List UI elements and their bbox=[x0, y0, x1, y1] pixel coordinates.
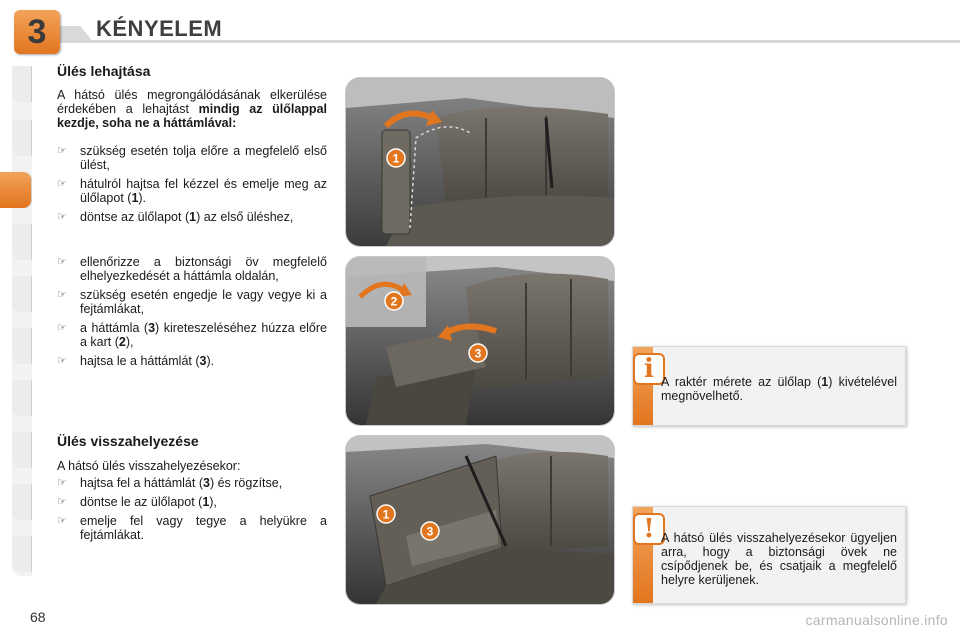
pointing-hand-icon: ☞ bbox=[57, 496, 67, 508]
list-item-text: hajtsa le a háttámlát ( bbox=[80, 354, 200, 368]
callout-number: 1 bbox=[189, 210, 197, 224]
chapter-tab-5[interactable] bbox=[12, 276, 32, 312]
list-item bbox=[57, 210, 327, 224]
refitting-intro: A hátsó ülés visszahelyezésekor: bbox=[57, 459, 241, 473]
folding-intro bbox=[57, 88, 327, 130]
info-icon: i bbox=[635, 355, 663, 383]
warning-note-text: A hátsó ülés visszahelyezésekor ügyeljen arra, hogy a biztonsági övek ne csípődjenek be, és csatjaik a megfelelő helyre kerüljenek. bbox=[661, 531, 897, 587]
page-number: 68 bbox=[30, 609, 46, 625]
page-title: KÉNYELEM bbox=[96, 16, 223, 41]
callout-number: 3 bbox=[199, 354, 207, 368]
pointing-hand-icon: ☞ bbox=[57, 477, 67, 489]
chapter-tabs bbox=[0, 66, 32, 576]
pointing-hand-icon: ☞ bbox=[57, 178, 67, 190]
callout-label: 3 bbox=[426, 524, 434, 539]
list-item-text: a háttámla ( bbox=[80, 321, 149, 335]
list-item bbox=[57, 177, 327, 205]
list-item bbox=[57, 354, 327, 368]
list-item-text: ). bbox=[206, 354, 215, 368]
callout-number: 1 bbox=[202, 495, 210, 509]
photo-seat-refitting bbox=[346, 436, 614, 604]
pointing-hand-icon: ☞ bbox=[57, 289, 67, 301]
list-item-text: hajtsa fel a háttámlát ( bbox=[80, 476, 203, 490]
folding-steps-b bbox=[57, 255, 327, 373]
list-item bbox=[57, 255, 327, 283]
pointing-hand-icon: ☞ bbox=[57, 355, 67, 367]
pointing-hand-icon: ☞ bbox=[57, 256, 67, 268]
watermark: carmanualsonline.info bbox=[805, 612, 948, 628]
chapter-tab-6[interactable] bbox=[12, 328, 32, 364]
header-tab bbox=[60, 26, 94, 43]
photo-seat-cushion-folding bbox=[346, 78, 614, 246]
callout-label: 1 bbox=[382, 507, 390, 522]
list-item bbox=[57, 514, 327, 542]
photo-backrest-folding bbox=[346, 257, 614, 425]
list-item-text: döntse le az ülőlapot ( bbox=[80, 495, 203, 509]
chapter-tab-3-active[interactable] bbox=[0, 172, 32, 208]
callout-label: 3 bbox=[474, 346, 482, 361]
chapter-tab-4[interactable] bbox=[12, 224, 32, 260]
list-item-text: ) és rögzítse, bbox=[209, 476, 283, 490]
list-item-text: szükség esetén engedje le vagy vegye ki a fejtámlákat, bbox=[80, 288, 327, 316]
pointing-hand-icon: ☞ bbox=[57, 211, 67, 223]
callout-number: 1 bbox=[821, 375, 829, 389]
info-note bbox=[632, 346, 906, 426]
list-item-text: szükség esetén tolja előre a megfelelő első ülést, bbox=[80, 144, 327, 172]
callout-label: 1 bbox=[392, 151, 400, 166]
chapter-number: 3 bbox=[27, 13, 47, 51]
note-text-part: ) kivételével megnövelhető. bbox=[661, 375, 897, 403]
callout-number: 3 bbox=[148, 321, 156, 335]
chapter-badge bbox=[14, 10, 60, 54]
refitting-steps bbox=[57, 476, 327, 547]
callout-number: 1 bbox=[131, 191, 139, 205]
list-item-text: ellenőrizze a biztonsági öv megfelelő elhelyezkedését a háttámla oldalán, bbox=[80, 255, 327, 283]
callout-number: 3 bbox=[202, 476, 210, 490]
chapter-tab-2[interactable] bbox=[12, 120, 32, 156]
list-item bbox=[57, 495, 327, 509]
note-text-part: A raktér mérete az ülőlap ( bbox=[661, 375, 822, 389]
pointing-hand-icon: ☞ bbox=[57, 322, 67, 334]
list-item-text: ). bbox=[138, 191, 147, 205]
list-item bbox=[57, 288, 327, 316]
list-item-text: ), bbox=[209, 495, 217, 509]
pointing-hand-icon: ☞ bbox=[57, 515, 67, 527]
pointing-hand-icon: ☞ bbox=[57, 145, 67, 157]
list-item-text: ) az első üléshez, bbox=[196, 210, 294, 224]
warning-note bbox=[632, 506, 906, 604]
section-title-folding: Ülés lehajtása bbox=[57, 63, 151, 79]
chapter-tab-1[interactable] bbox=[12, 66, 32, 102]
folding-intro-text: A hátsó ülés megrongálódásának elkerülése érdekében a lehajtást bbox=[57, 88, 327, 116]
folding-steps-a bbox=[57, 144, 327, 229]
list-item-text: ) kireteszeléséhez húzza előre a kart ( bbox=[80, 321, 327, 349]
chapter-tab-8[interactable] bbox=[12, 432, 32, 468]
list-item-text: hátulról hajtsa fel kézzel és emelje meg az ülőlapot ( bbox=[80, 177, 327, 205]
list-item-text: emelje fel vagy tegye a helyükre a fejtámlákat. bbox=[80, 514, 327, 542]
list-item bbox=[57, 144, 327, 172]
callout-number: 2 bbox=[118, 335, 126, 349]
info-note-text bbox=[661, 375, 897, 403]
warning-icon: ! bbox=[635, 515, 663, 543]
list-item-text: döntse az ülőlapot ( bbox=[80, 210, 190, 224]
chapter-tab-7[interactable] bbox=[12, 380, 32, 416]
list-item bbox=[57, 476, 327, 490]
folding-intro-bold: mindig az ülőlappal kezdje, soha ne a háttámlával: bbox=[57, 102, 327, 130]
section-title-refitting: Ülés visszahelyezése bbox=[57, 433, 199, 449]
list-item bbox=[57, 321, 327, 349]
chapter-tab-10[interactable] bbox=[12, 536, 32, 572]
callout-label: 2 bbox=[390, 294, 398, 309]
chapter-tab-9[interactable] bbox=[12, 484, 32, 520]
list-item-text: ), bbox=[125, 335, 134, 349]
